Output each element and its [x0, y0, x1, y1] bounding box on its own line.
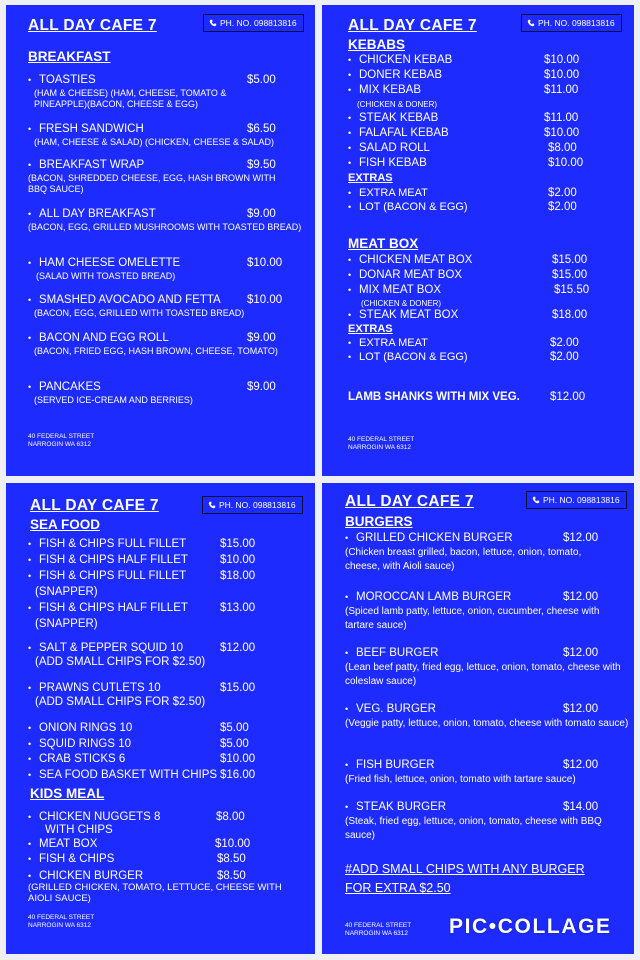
menu-item [348, 69, 442, 82]
menu-item [28, 811, 160, 824]
menu-item [28, 74, 96, 87]
bullet-icon: • [345, 802, 349, 812]
item-price: $10.00 [247, 294, 283, 306]
item-price: $13.00 [220, 602, 256, 614]
item-name: LOT (BACON & EGG) [359, 351, 468, 363]
item-name: FISH & CHIPS HALF FILLET [39, 554, 188, 566]
item-price: $8.00 [216, 811, 245, 823]
menu-item [345, 647, 438, 660]
phone-icon [532, 496, 540, 504]
item-price: $12.00 [563, 591, 599, 603]
menu-item [28, 332, 169, 345]
item-name: CHICKEN MEAT BOX [359, 254, 473, 266]
phone-box [526, 491, 627, 509]
section-heading-extras: EXTRAS [348, 172, 393, 184]
address-line: NARROGIN WA 6312 [28, 922, 91, 929]
item-note: (SNAPPER) [35, 586, 98, 598]
bullet-icon: • [348, 70, 352, 80]
bullet-icon: • [348, 352, 352, 362]
item-name: FISH BURGER [356, 759, 435, 771]
item-description: (Fried fish, lettuce, onion, tomato with tartare sauce) [345, 774, 576, 785]
item-price: $12.00 [550, 391, 586, 403]
item-name: FISH & CHIPS HALF FILLET [39, 602, 188, 614]
address-line: 40 FEDERAL STREET [28, 914, 95, 921]
item-name: EXTRA MEAT [359, 337, 428, 349]
item-price: $8.50 [217, 870, 246, 882]
item-name: CHICKEN BURGER [39, 870, 144, 882]
item-name: GRILLED CHICKEN BURGER [356, 532, 513, 544]
address-line: NARROGIN WA 6312 [28, 441, 91, 448]
address [348, 436, 414, 452]
address-line: NARROGIN WA 6312 [348, 444, 411, 451]
menu-item [28, 838, 97, 851]
item-description: (BACON, FRIED EGG, HASH BROWN, CHEESE, TOMATO) [34, 346, 278, 356]
menu-item [28, 738, 131, 751]
bullet-icon: • [28, 539, 32, 549]
item-name: CHICKEN NUGGETS 8 [39, 811, 161, 823]
item-name: SQUID RINGS 10 [39, 738, 132, 750]
item-price: $15.00 [552, 254, 588, 266]
item-price: $10.00 [220, 554, 256, 566]
phone-number: PH. NO. 098813816 [538, 18, 615, 28]
item-description: (Spiced lamb patty, lettuce, onion, cucumber, cheese with tartare sauce) [345, 606, 600, 631]
phone-number: PH. NO. 098813816 [543, 495, 620, 505]
bullet-icon: • [28, 124, 32, 134]
menu-item [348, 84, 421, 97]
address-line: NARROGIN WA 6312 [345, 930, 408, 937]
bullet-icon: • [28, 871, 32, 881]
bullet-icon: • [28, 555, 32, 565]
menu-item [28, 570, 186, 583]
menu-item [348, 127, 449, 140]
bullet-icon: • [28, 683, 32, 693]
phone-icon [527, 19, 535, 27]
item-name: PANCAKES [39, 381, 101, 393]
item-price: $2.00 [550, 351, 579, 363]
bullet-icon: • [348, 85, 352, 95]
bullet-icon: • [348, 285, 352, 295]
bullet-icon: • [345, 533, 349, 543]
item-name: SMASHED AVOCADO AND FETTA [39, 294, 221, 306]
menu-item [28, 602, 188, 615]
bullet-icon: • [28, 643, 32, 653]
item-name: MOROCCAN LAMB BURGER [356, 591, 512, 603]
item-price: $8.00 [548, 142, 577, 154]
phone-icon [208, 501, 216, 509]
item-price: $10.00 [544, 69, 580, 81]
item-name: FISH & CHIPS FULL FILLET [39, 538, 187, 550]
pic-collage-watermark: PIC•COLLAGE [449, 915, 612, 938]
item-price: $18.00 [220, 570, 256, 582]
bullet-icon: • [28, 839, 32, 849]
item-description: (HAM, CHEESE & SALAD) (CHICKEN, CHEESE & SALAD) [34, 137, 275, 147]
menu-item [348, 309, 458, 322]
address-line: 40 FEDERAL STREET [28, 433, 95, 440]
item-name: BEEF BURGER [356, 647, 439, 659]
phone-icon [209, 19, 217, 27]
menu-item [348, 112, 438, 125]
menu-item [28, 722, 132, 735]
phone-box [203, 14, 304, 32]
section-heading-kids-meal: KIDS MEAL [30, 786, 105, 801]
promo-line: FOR EXTRA $2.50 [345, 881, 451, 895]
item-price: $14.00 [563, 801, 599, 813]
phone-number: PH. NO. 098813816 [219, 500, 296, 510]
kebabs-panel [322, 5, 634, 476]
item-price: $10.00 [247, 257, 283, 269]
bullet-icon: • [348, 255, 352, 265]
phone-number: PH. NO. 098813816 [220, 18, 297, 28]
item-note: (ADD SMALL CHIPS FOR $2.50) [35, 656, 206, 668]
menu-item [348, 254, 472, 267]
section-heading-meat-box: MEAT BOX [348, 236, 419, 251]
item-price: $10.00 [215, 838, 251, 850]
item-note: (ADD SMALL CHIPS FOR $2.50) [35, 696, 206, 708]
bullet-icon: • [28, 739, 32, 749]
bullet-icon: • [348, 158, 352, 168]
seafood-panel [6, 483, 315, 954]
menu-item [28, 123, 144, 136]
menu-item [345, 759, 435, 772]
item-price: $15.00 [220, 538, 256, 550]
item-description: (BACON, EGG, GRILLED MUSHROOMS WITH TOASTED BREAD) [28, 222, 302, 232]
burgers-panel [322, 483, 634, 954]
bullet-icon: • [28, 160, 32, 170]
bullet-icon: • [28, 603, 32, 613]
section-heading-burgers: BURGERS [345, 514, 413, 529]
item-price: $11.00 [544, 84, 579, 96]
bullet-icon: • [28, 75, 32, 85]
bullet-icon: • [348, 128, 352, 138]
item-name: VEG. BURGER [356, 703, 436, 715]
promo-line: #ADD SMALL CHIPS WITH ANY BURGER [345, 862, 585, 876]
item-price: $11.00 [544, 112, 579, 124]
item-name: FISH & CHIPS [39, 853, 115, 865]
lamb-shanks-item: LAMB SHANKS WITH MIX VEG. [348, 391, 520, 403]
bullet-icon: • [28, 258, 32, 268]
bullet-icon: • [28, 723, 32, 733]
item-name: DONER KEBAB [359, 69, 443, 81]
item-price: $15.50 [554, 284, 590, 296]
menu-item [348, 284, 441, 297]
item-description: (BACON, EGG, GRILLED WITH TOASTED BREAD) [34, 308, 245, 318]
item-price: $12.00 [563, 759, 599, 771]
item-note: (SNAPPER) [35, 618, 98, 630]
item-name: SEA FOOD BASKET WITH CHIPS [39, 769, 218, 781]
item-price: $15.00 [552, 269, 588, 281]
bullet-icon: • [28, 295, 32, 305]
bullet-icon: • [345, 760, 349, 770]
item-description: (Chicken breast grilled, bacon, lettuce, onion, tomato, cheese, with Aioli sauce) [345, 547, 582, 572]
bullet-icon: • [28, 754, 32, 764]
item-price: $16.00 [220, 769, 256, 781]
menu-item [348, 201, 468, 214]
menu-item [28, 682, 161, 695]
menu-item [348, 142, 430, 155]
item-name: FRESH SANDWICH [39, 123, 144, 135]
item-price: $18.00 [552, 309, 588, 321]
item-price: $10.00 [220, 753, 256, 765]
menu-item [348, 54, 452, 67]
item-name: SALT & PEPPER SQUID 10 [39, 642, 184, 654]
cafe-title: ALL DAY CAFE 7 [28, 17, 157, 34]
menu-item [345, 703, 436, 716]
breakfast-panel [6, 5, 315, 476]
bullet-icon: • [28, 382, 32, 392]
item-price: $6.50 [247, 123, 276, 135]
item-price: $8.50 [217, 853, 246, 865]
item-note: (CHICKEN & DONER) [357, 100, 438, 109]
menu-item [345, 532, 513, 545]
menu-item [28, 769, 217, 782]
phone-box [202, 496, 303, 514]
item-name: CRAB STICKS 6 [39, 753, 126, 765]
cafe-title: ALL DAY CAFE 7 [345, 493, 474, 510]
bullet-icon: • [28, 854, 32, 864]
menu-item [348, 269, 462, 282]
cafe-title: ALL DAY CAFE 7 [348, 17, 477, 34]
bullet-icon: • [348, 270, 352, 280]
item-description: (Lean beef patty, fried egg, lettuce, onion, tomato, cheese with coleslaw sauce) [345, 662, 621, 687]
cafe-title: ALL DAY CAFE 7 [30, 497, 159, 514]
item-price: $12.00 [220, 642, 256, 654]
item-name: MIX KEBAB [359, 84, 421, 96]
bullet-icon: • [345, 592, 349, 602]
item-name: ONION RINGS 10 [39, 722, 133, 734]
bullet-icon: • [348, 338, 352, 348]
menu-item [28, 159, 144, 172]
menu-item [28, 853, 114, 866]
item-name: ALL DAY BREAKFAST [39, 208, 156, 220]
item-description: (SERVED ICE-CREAM AND BERRIES) [34, 395, 193, 405]
item-price: $9.00 [247, 332, 276, 344]
item-name: STEAK MEAT BOX [359, 309, 459, 321]
item-description: (SALAD WITH TOASTED BREAD) [36, 271, 176, 281]
item-price: $12.00 [563, 647, 599, 659]
menu-item [28, 208, 156, 221]
address [345, 922, 411, 938]
bullet-icon: • [28, 770, 32, 780]
item-price: $15.00 [220, 682, 256, 694]
bullet-icon: • [348, 113, 352, 123]
item-name: TOASTIES [39, 74, 96, 86]
menu-item [28, 538, 186, 551]
bullet-icon: • [348, 188, 352, 198]
bullet-icon: • [28, 571, 32, 581]
item-price: $12.00 [563, 532, 599, 544]
address [28, 433, 94, 449]
menu-item [348, 351, 468, 364]
item-price: $2.00 [550, 337, 579, 349]
item-name: MIX MEAT BOX [359, 284, 442, 296]
menu-item [345, 801, 446, 814]
address [28, 914, 94, 930]
item-name: FALAFAL KEBAB [359, 127, 449, 139]
bullet-icon: • [345, 704, 349, 714]
section-heading-breakfast: BREAKFAST [28, 49, 111, 64]
item-price: $5.00 [247, 74, 276, 86]
item-name: STEAK KEBAB [359, 112, 439, 124]
item-name: SALAD ROLL [359, 142, 430, 154]
menu-item [348, 157, 427, 170]
item-description: (BACON, SHREDDED CHEESE, EGG, HASH BROWN WITH BBQ SAUCE) [28, 173, 276, 194]
item-name: PRAWNS CUTLETS 10 [39, 682, 161, 694]
menu-item [28, 554, 188, 567]
section-heading-extras: EXTRAS [348, 323, 393, 335]
bullet-icon: • [348, 202, 352, 212]
item-name: HAM CHEESE OMELETTE [39, 257, 181, 269]
bullet-icon: • [28, 209, 32, 219]
item-name: DONAR MEAT BOX [359, 269, 463, 281]
phone-box [521, 14, 622, 32]
section-heading-kebabs: KEBABS [348, 37, 406, 52]
item-price: $12.00 [563, 703, 599, 715]
item-name: CHICKEN KEBAB [359, 54, 453, 66]
item-price: $2.00 [548, 187, 577, 199]
menu-item [348, 187, 428, 200]
item-price: $2.00 [548, 201, 577, 213]
item-description: (HAM & CHEESE) (HAM, CHEESE, TOMATO & PINEAPPLE)(BACON, CHEESE & EGG) [34, 88, 227, 109]
item-name: FISH KEBAB [359, 157, 427, 169]
menu-item [28, 753, 125, 766]
item-description: (Veggie patty, lettuce, onion, tomato, cheese with tomato sauce) [345, 718, 629, 729]
item-price: $9.50 [247, 159, 276, 171]
menu-item [28, 381, 101, 394]
item-name: STEAK BURGER [356, 801, 447, 813]
address-line: 40 FEDERAL STREET [348, 436, 415, 443]
item-price: $9.00 [247, 381, 276, 393]
bullet-icon: • [348, 55, 352, 65]
item-price: $10.00 [544, 127, 580, 139]
item-price: $10.00 [548, 157, 584, 169]
item-name: FISH & CHIPS FULL FILLET [39, 570, 187, 582]
item-name: MEAT BOX [39, 838, 98, 850]
bullet-icon: • [348, 310, 352, 320]
item-name: BACON AND EGG ROLL [39, 332, 169, 344]
item-description: (Steak, fried egg, lettuce, onion, tomato, cheese with BBQ sauce) [345, 816, 602, 841]
menu-item [28, 642, 183, 655]
address-line: 40 FEDERAL STREET [345, 922, 412, 929]
item-price: $5.00 [220, 722, 249, 734]
section-heading-seafood: SEA FOOD [30, 517, 101, 532]
bullet-icon: • [28, 812, 32, 822]
item-description: (GRILLED CHICKEN, TOMATO, LETTUCE, CHEESE WITH AIOLI SAUCE) [28, 882, 282, 904]
item-name: LOT (BACON & EGG) [359, 201, 468, 213]
menu-item [28, 294, 221, 307]
item-note: (CHICKEN & DONER) [361, 299, 442, 308]
bullet-icon: • [345, 648, 349, 658]
item-price: $5.00 [220, 738, 249, 750]
bullet-icon: • [348, 143, 352, 153]
item-name: EXTRA MEAT [359, 187, 428, 199]
menu-item [28, 257, 180, 270]
bullet-icon: • [28, 333, 32, 343]
item-name: BREAKFAST WRAP [39, 159, 145, 171]
menu-item [348, 337, 428, 350]
menu-item [345, 591, 511, 604]
item-note: WITH CHIPS [45, 824, 113, 836]
item-price: $9.00 [247, 208, 276, 220]
item-price: $10.00 [544, 54, 580, 66]
